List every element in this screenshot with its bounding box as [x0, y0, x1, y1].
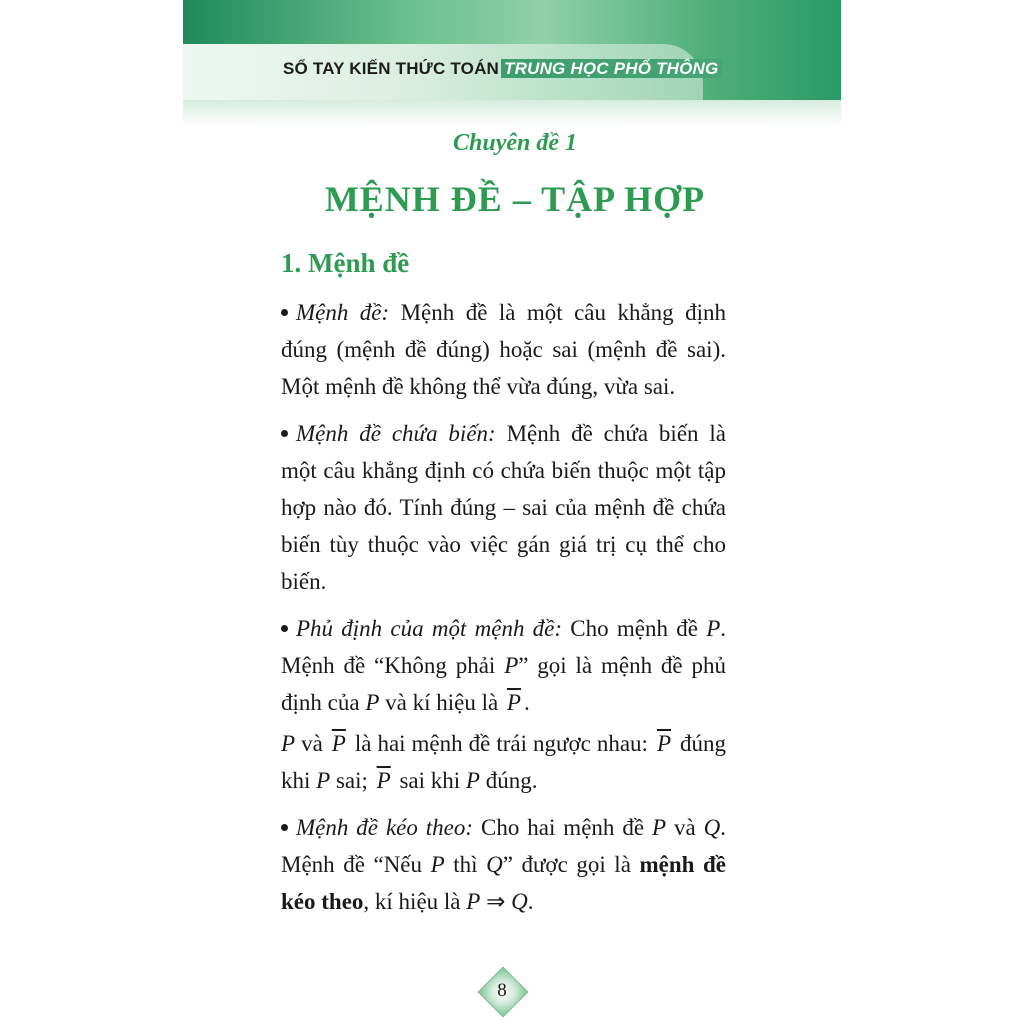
term: Mệnh đề: — [296, 300, 390, 325]
text: Cho hai mệnh đề — [473, 815, 652, 840]
section-title: 1. Mệnh đề — [281, 248, 410, 278]
implies-symbol: ⇒ — [480, 889, 512, 914]
variable: P — [365, 690, 380, 715]
text: . — [527, 889, 534, 914]
bullet-icon — [281, 824, 288, 831]
text: . Mệnh đề “Không phải — [281, 616, 726, 678]
negated-variable: $\overline{P}$ — [331, 731, 346, 756]
variable: P — [504, 653, 519, 678]
text: Mệnh đề chứa biến là một câu khẳng định có chứa biến thuộc một tập hợp nào đó. Tính đúng – sai của mệnh đề chứa biến tùy thuộc vào việc gán giá trị cụ thể cho biến. — [281, 421, 726, 594]
body-text — [281, 294, 726, 930]
term: Mệnh đề kéo theo: — [296, 815, 474, 840]
variable: Q — [703, 815, 721, 840]
text: . — [523, 690, 530, 715]
page-number: 8 — [497, 980, 507, 1001]
negated-variable: $\overline{P}$ — [376, 768, 391, 793]
text: ” được gọi là — [502, 852, 640, 877]
term: Mệnh đề chứa biến: — [296, 421, 496, 446]
paragraph-proposition — [281, 294, 726, 405]
paragraph-negation — [281, 610, 726, 721]
text: sai; — [330, 768, 374, 793]
bullet-icon — [281, 625, 288, 632]
variable: P — [316, 768, 331, 793]
text: Cho mệnh đề — [562, 616, 707, 641]
bullet-icon — [281, 309, 288, 316]
paragraph-implication — [281, 809, 726, 920]
book-title — [283, 54, 722, 84]
variable: P — [281, 731, 296, 756]
variable: P — [466, 889, 481, 914]
text: đúng. — [479, 768, 538, 793]
text: và — [295, 731, 329, 756]
variable: P — [465, 768, 480, 793]
text: và kí hiệu là — [379, 690, 504, 715]
variable: P — [651, 815, 667, 840]
paragraph-variable-proposition — [281, 415, 726, 600]
bold-term: mệnh đề kéo theo — [281, 852, 726, 914]
text: ” gọi là mệnh đề phủ định của — [281, 653, 726, 715]
term: Phủ định của một mệnh đề: — [296, 616, 563, 641]
negated-variable: $\overline{P}$ — [656, 731, 671, 756]
variable: P — [430, 852, 445, 877]
page-number-badge — [479, 968, 525, 1014]
text: . Mệnh đề “Nếu — [281, 815, 726, 877]
text: đúng khi — [281, 731, 726, 793]
text: là hai mệnh đề trái ngược nhau: — [348, 731, 654, 756]
variable: Q — [511, 889, 528, 914]
text: , kí hiệu là — [363, 889, 467, 914]
book-title-plain: SỔ TAY KIẾN THỨC TOÁN — [283, 59, 500, 78]
paragraph-negation-contrast — [281, 725, 726, 799]
negated-variable: $\overline{P}$ — [506, 690, 521, 715]
text: Mệnh đề là một câu khẳng định đúng (mệnh đề đúng) hoặc sai (mệnh đề sai). Một mệnh đề không thể vừa đúng, vừa sai. — [281, 300, 726, 399]
bullet-icon — [281, 430, 288, 437]
topic-label: Chuyên đề 1 — [452, 130, 577, 156]
book-title-italic: TRUNG HỌC PHỔ THÔNG — [501, 59, 722, 78]
text: thì — [444, 852, 487, 877]
topic-title: MỆNH ĐỀ – TẬP HỢP — [324, 179, 706, 219]
variable: Q — [486, 852, 503, 877]
text: và — [666, 815, 704, 840]
text: sai khi — [393, 768, 466, 793]
variable: P — [706, 616, 721, 641]
